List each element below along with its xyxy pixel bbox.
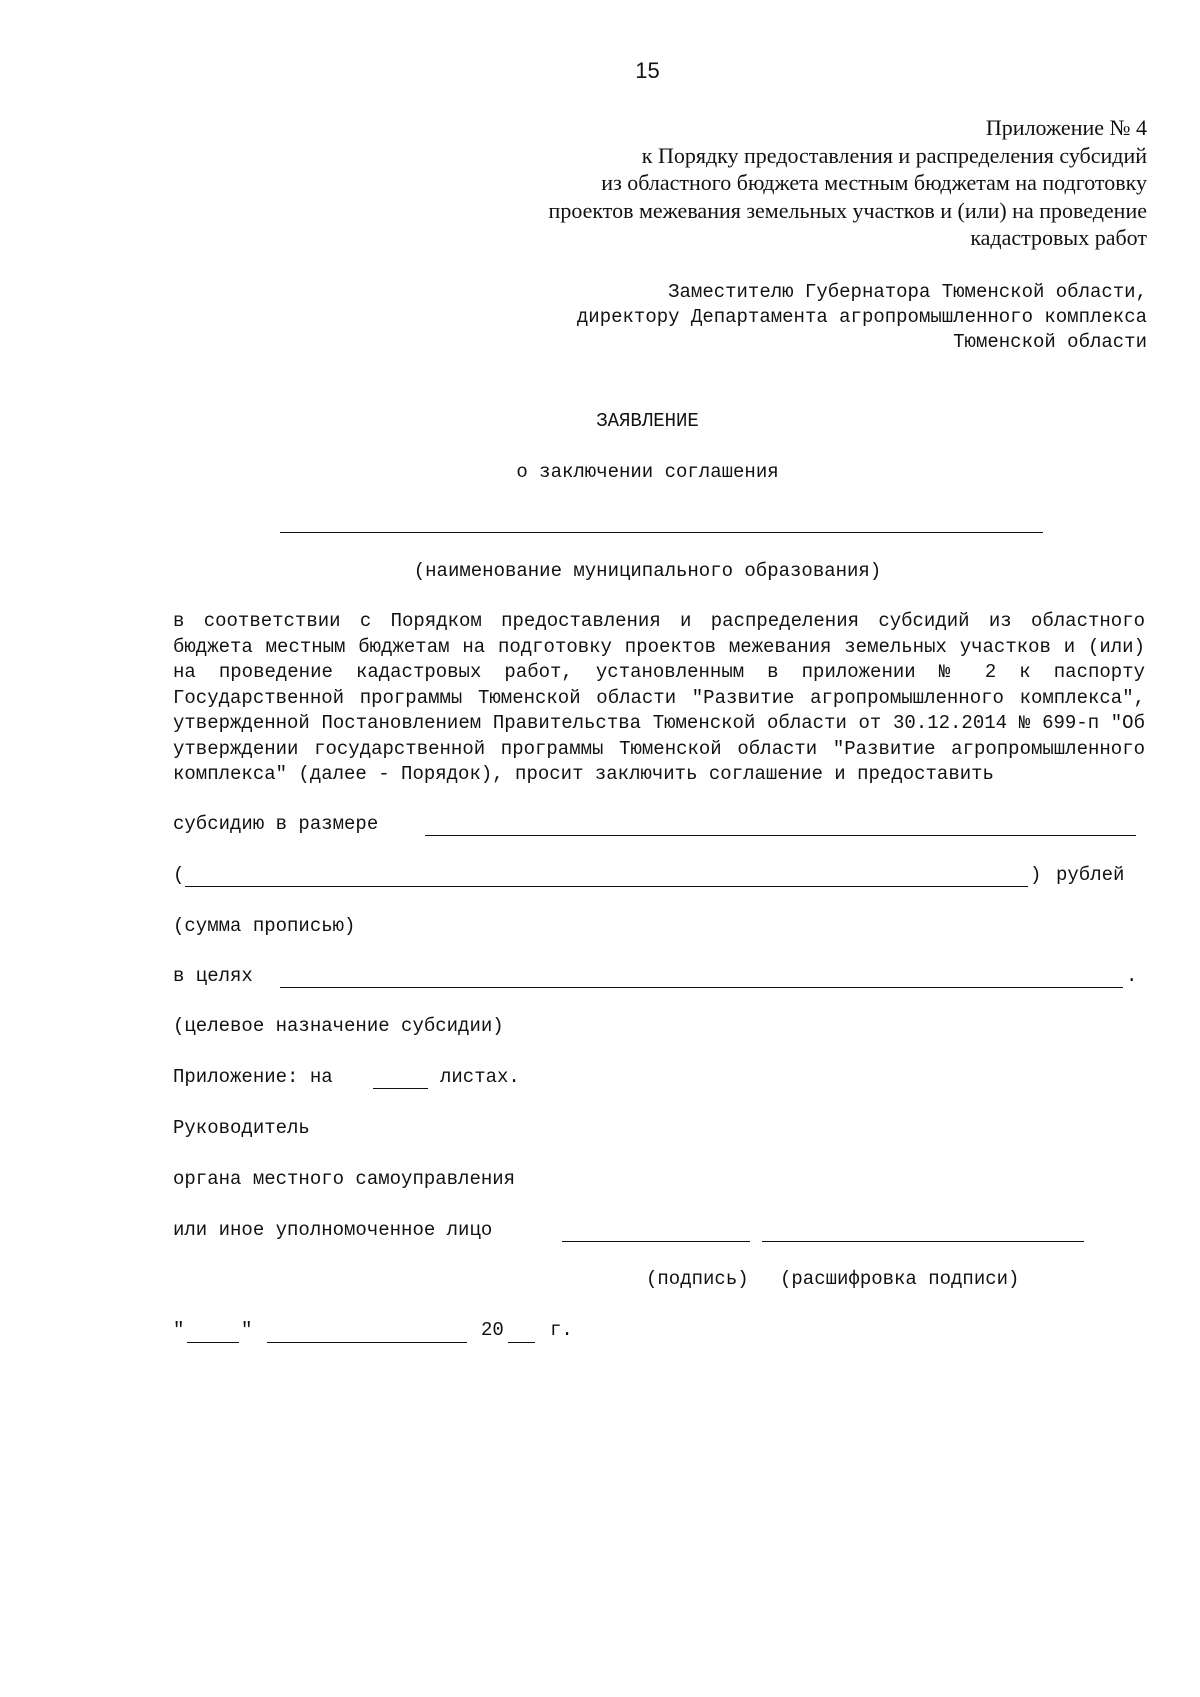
annex-line: к Порядку предоставления и распределения субсидий <box>641 142 1147 168</box>
amount-figures-line <box>425 835 1136 836</box>
annex-header <box>407 114 1147 252</box>
date-year-prefix: 20 <box>481 1319 504 1341</box>
date-year-line <box>508 1342 535 1343</box>
signatory-title: Руководитель <box>173 1117 310 1139</box>
purpose-caption: (целевое назначение субсидии) <box>173 1015 504 1037</box>
annex-line: проектов межевания земельных участков и (или) на проведение <box>548 197 1147 223</box>
amount-words-caption: (сумма прописью) <box>173 915 356 937</box>
addressee-block <box>427 280 1147 355</box>
date-quote-close: " <box>241 1319 253 1341</box>
amount-label: субсидию в размере <box>173 813 379 835</box>
municipality-name-line <box>280 532 1043 533</box>
page-number: 15 <box>635 58 660 83</box>
currency-label: рублей <box>1056 864 1125 886</box>
date-quote-open: " <box>173 1319 185 1341</box>
amount-open-paren: ( <box>173 864 185 886</box>
date-day-line <box>187 1342 239 1343</box>
signature-decoding-line <box>762 1241 1084 1242</box>
attachment-suffix: листах. <box>440 1066 520 1088</box>
attachment-prefix: Приложение: на <box>173 1066 333 1088</box>
document-title: ЗАЯВЛЕНИЕ <box>596 410 699 432</box>
document-subtitle: о заключении соглашения <box>516 461 779 483</box>
annex-line: кадастровых работ <box>970 225 1147 250</box>
signatory-alt: или иное уполномоченное лицо <box>173 1219 493 1241</box>
signatory-body: органа местного самоуправления <box>173 1168 516 1190</box>
amount-close-paren: ) <box>1030 864 1042 886</box>
addressee-line: Тюменской области <box>953 331 1147 353</box>
signature-decoding-caption: (расшифровка подписи) <box>780 1268 1020 1290</box>
addressee-line: директору Департамента агропромышленного комплекса <box>576 306 1147 328</box>
date-year-suffix: г. <box>550 1319 573 1341</box>
attachment-sheets-line <box>373 1088 428 1089</box>
amount-words-line <box>185 886 1028 887</box>
purpose-label: в целях <box>173 965 253 987</box>
purpose-end: . <box>1126 965 1138 987</box>
annex-line: из областного бюджета местным бюджетам на подготовку <box>601 170 1147 195</box>
purpose-line <box>280 987 1123 988</box>
municipality-caption: (наименование муниципального образования) <box>413 560 882 582</box>
addressee-line: Заместителю Губернатора Тюменской области, <box>668 281 1147 303</box>
signature-caption: (подпись) <box>646 1268 749 1290</box>
date-month-line <box>267 1342 467 1343</box>
annex-line: Приложение № 4 <box>985 115 1147 140</box>
signature-line <box>562 1241 750 1242</box>
body-text: в соответствии с Порядком предоставления и распределения субсидий из областного бюджета местным бюджетам на подготовку проектов межевания земельных участков и (или) на проведение кадастровых работ, установленным в приложении № 2 к паспорту Государственной программы Тюменской области "Развитие агропромышленного комплекса", утвержденной Постановлением Правительства Тюменской области от 30.12.2014 № 699-п "Об утверждении государственной программы Тюменской области "Развитие агропромышленного комплекса" (далее - Порядок), просит заключить соглашение и предоставить <box>173 610 1145 785</box>
body-paragraph <box>173 609 1145 788</box>
